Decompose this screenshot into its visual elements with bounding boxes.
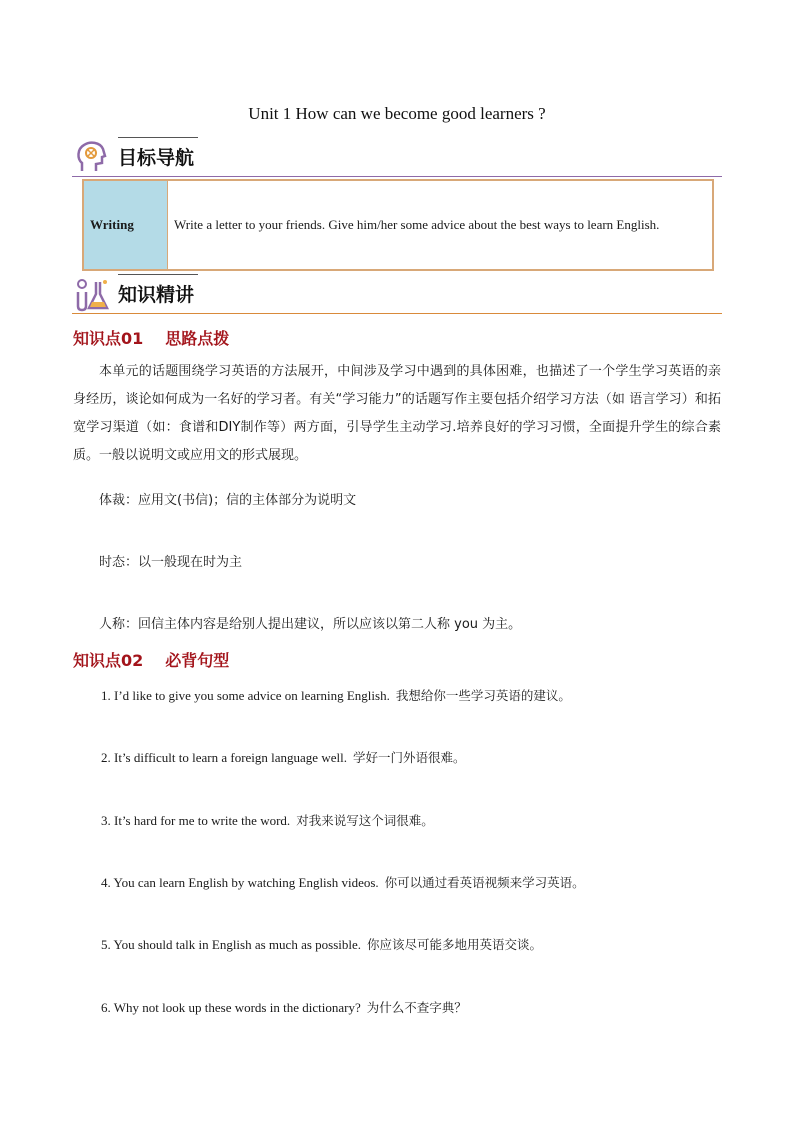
page-title: Unit 1 How can we become good learners ? xyxy=(248,104,546,123)
sentence-zh: 你应该尽可能多地用英语交谈。 xyxy=(367,937,543,952)
goal-heading: 目标导航 xyxy=(118,147,195,169)
sentence-zh: 你可以通过看英语视频来学习英语。 xyxy=(384,875,585,890)
goal-table xyxy=(82,179,714,271)
kp1-genre: 体裁：应用文(书信)；信的主体部分为说明文 xyxy=(99,493,357,508)
sentence-zh: 为什么不查字典？ xyxy=(366,1000,467,1015)
goal-section-header xyxy=(72,137,722,177)
sentence-item xyxy=(101,998,467,1016)
knowledge-section-header xyxy=(72,274,722,314)
sentence-en: 3. It’s hard for me to write the word. xyxy=(101,813,291,828)
sentence-en: 6. Why not look up these words in the dictionary? xyxy=(101,1000,361,1015)
kp2-name: 必背句型 xyxy=(165,651,230,670)
header-decoration-line xyxy=(118,274,198,275)
sentence-zh: 学好一门外语很难。 xyxy=(352,750,466,765)
brain-head-icon xyxy=(72,137,112,177)
sentence-item xyxy=(101,748,465,766)
sentence-en: 5. You should talk in English as much as possible. xyxy=(101,937,362,952)
goal-table-label: Writing xyxy=(84,181,168,269)
kp2-title xyxy=(73,648,229,671)
goal-header-rule xyxy=(72,176,722,177)
knowledge-heading: 知识精讲 xyxy=(118,284,195,306)
kp1-tense: 时态：以一般现在时为主 xyxy=(99,555,243,570)
sentence-item xyxy=(101,935,542,953)
goal-table-text: Write a letter to your friends. Give him/her some advice about the best ways to learn English. xyxy=(174,217,660,232)
sentence-zh: 对我来说写这个词很难。 xyxy=(296,813,434,828)
kp2-number: 知识点02 xyxy=(73,651,144,670)
sentence-item xyxy=(101,873,585,891)
kp1-number: 知识点01 xyxy=(73,329,144,348)
sentence-item xyxy=(101,686,571,704)
sentence-item xyxy=(101,811,434,829)
kp1-title xyxy=(73,326,229,349)
sentence-en: 4. You can learn English by watching English videos. xyxy=(101,875,379,890)
lab-flask-icon xyxy=(72,274,112,314)
kp1-person: 人称：回信主体内容是给别人提出建议，所以应该以第二人称 you 为主。 xyxy=(99,617,522,632)
knowledge-header-rule xyxy=(72,313,722,314)
header-decoration-line xyxy=(118,137,198,138)
kp1-name: 思路点拨 xyxy=(165,329,230,348)
kp1-paragraph: 本单元的话题围绕学习英语的方法展开，中间涉及学习中遇到的具体困难，也描述了一个学生学习英语的亲身经历，谈论如何成为一名好的学习者。有关“学习能力”的话题写作主要包括介绍学习方法（如 语言学习）和拓宽学习渠道（如：食谱和DIY制作等）两方面，引导学生主动学习.培养良好的学习习惯，全面提升学生的综合素质。一般以说明文或应用文的形式展现。 xyxy=(73,364,721,463)
sentence-en: 1. I’d like to give you some advice on learning English. xyxy=(101,688,390,703)
sentence-en: 2. It’s difficult to learn a foreign language well. xyxy=(101,750,347,765)
sentence-zh: 我想给你一些学习英语的建议。 xyxy=(395,688,571,703)
